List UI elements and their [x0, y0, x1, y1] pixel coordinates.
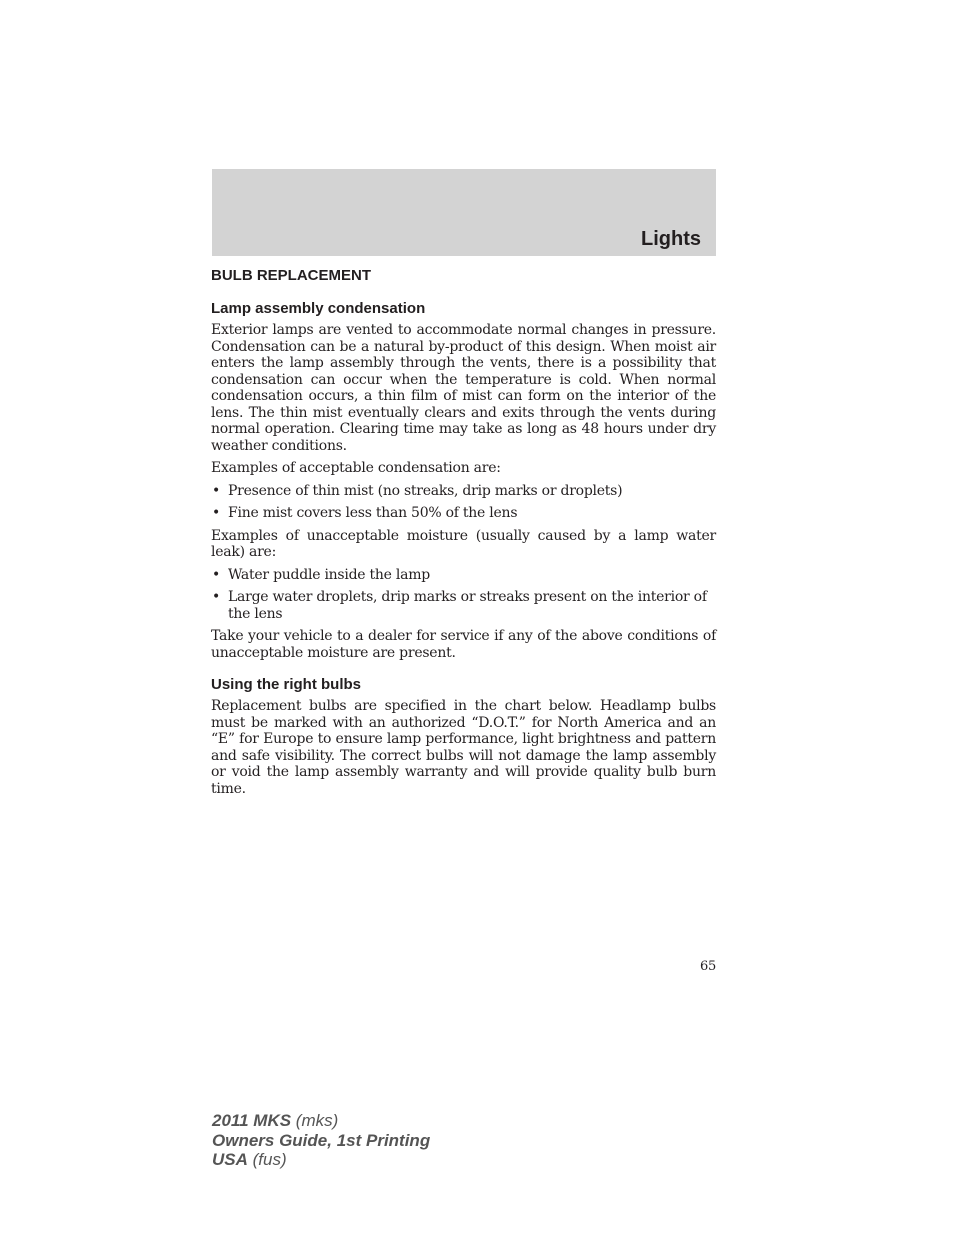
- bullet-icon: •: [212, 589, 221, 605]
- bullet-icon: •: [212, 482, 221, 499]
- list-item-text: Presence of thin mist (no streaks, drip marks or droplets): [228, 482, 623, 499]
- list-item: [211, 483, 716, 500]
- list-item: [211, 589, 716, 622]
- chapter-title: Lights: [641, 228, 701, 250]
- bullet-icon: •: [212, 505, 221, 521]
- footer-line-region: USA (fus): [212, 1150, 287, 1169]
- list-item: [211, 567, 716, 584]
- condensation-intro-paragraph: Exterior lamps are vented to accommodate normal changes in pressure. Condensation can be a natural by-product of this design. When moist air enters the lamp assembly through the vents, there is a possibility that condensation can occur when the temperature is cold. When normal condensation occurs, a thin film of mist can form on the interior of the lens. The thin mist eventually clears and exits through the vents during normal operation. Clearing time may take as long as 48 hours under dry weather conditions.: [211, 322, 716, 454]
- document-footer: [212, 1111, 430, 1170]
- acceptable-intro-paragraph: Examples of acceptable condensation are:: [211, 460, 501, 476]
- acceptable-list: [211, 483, 716, 522]
- condensation-heading: Lamp assembly condensation: [211, 300, 426, 317]
- list-item-text: Large water droplets, drip marks or streaks present on the interior of the lens: [228, 589, 707, 622]
- right-bulbs-paragraph: Replacement bulbs are specified in the chart below. Headlamp bulbs must be marked with an authorized “D.O.T.” for North America and an “E” for Europe to ensure lamp performance, light brightness and pattern and safe visibility. The correct bulbs will not damage the lamp assembly or void the lamp assembly warranty and will provide quality bulb burn time.: [211, 698, 716, 797]
- list-item: [211, 505, 716, 522]
- right-bulbs-heading: Using the right bulbs: [211, 676, 361, 693]
- dealer-advice-paragraph: Take your vehicle to a dealer for service if any of the above conditions of unacceptable moisture are present.: [211, 628, 716, 661]
- list-item-text: Fine mist covers less than 50% of the lens: [228, 505, 518, 521]
- chapter-header-band: [212, 169, 716, 256]
- section-title: BULB REPLACEMENT: [211, 267, 371, 284]
- footer-line-model: 2011 MKS (mks): [212, 1111, 339, 1130]
- footer-line-guide: Owners Guide, 1st Printing: [212, 1130, 431, 1150]
- page-content: [211, 266, 716, 803]
- unacceptable-list: [211, 567, 716, 623]
- page-number: 65: [699, 959, 716, 974]
- bullet-icon: •: [212, 566, 221, 583]
- list-item-text: Water puddle inside the lamp: [228, 566, 430, 583]
- unacceptable-intro-paragraph: Examples of unacceptable moisture (usually caused by a lamp water leak) are:: [211, 527, 716, 560]
